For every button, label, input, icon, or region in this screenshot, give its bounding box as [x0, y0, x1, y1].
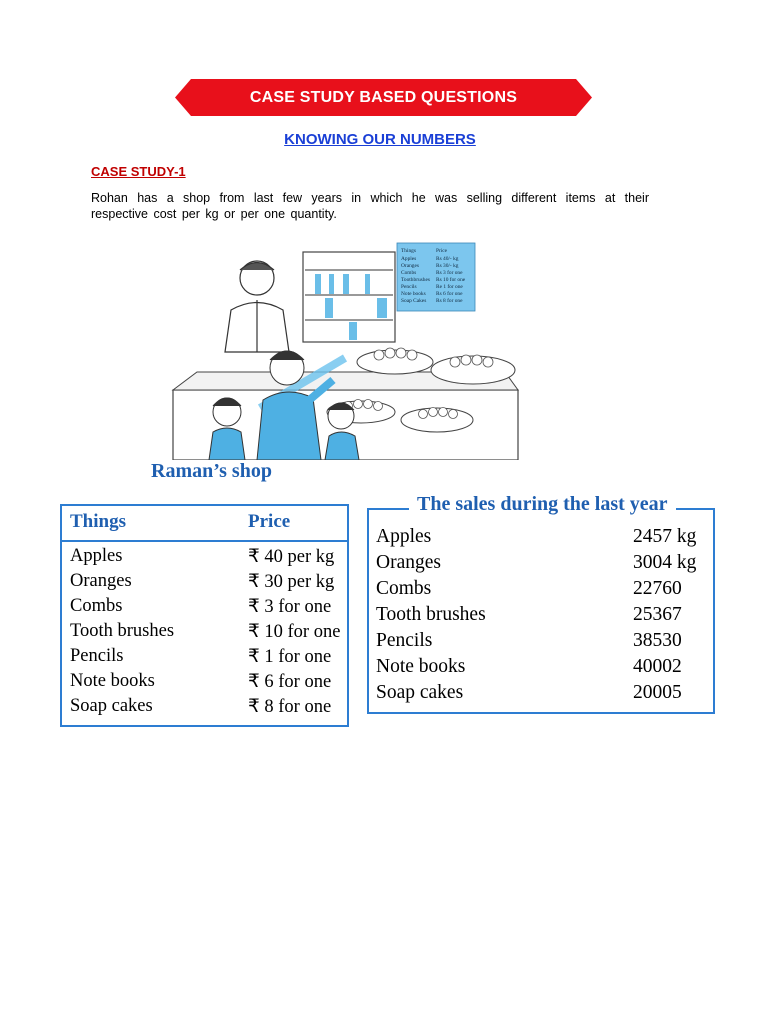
table-row: [62, 571, 347, 596]
illustration-caption: Raman’s shop: [151, 460, 272, 482]
item-sales: 40002: [633, 656, 682, 677]
item-name: Note books: [70, 671, 155, 691]
table-row: [369, 682, 713, 708]
shop-illustration: [165, 240, 525, 460]
column-header-things: Things: [70, 511, 126, 532]
page-subtitle: KNOWING OUR NUMBERS: [284, 131, 476, 148]
board-header-things: Things: [401, 248, 416, 254]
item-name: Pencils: [70, 646, 124, 666]
board-item: Soap Cakes: [401, 298, 427, 304]
item-sales: 2457 kg: [633, 526, 697, 547]
section-banner: [175, 79, 592, 116]
column-header-price: Price: [248, 511, 291, 532]
table-row: [62, 671, 347, 696]
item-name: Tooth brushes: [376, 604, 486, 625]
item-name: Pencils: [376, 630, 433, 651]
item-name: Note books: [376, 656, 466, 677]
item-price: ₹ 8 for one: [248, 697, 332, 717]
table-row: [62, 596, 347, 621]
intro-paragraph: Rohan has a shop from last few years in which he was selling different items at their respective cost per kg or per one quantity.: [91, 191, 649, 221]
table-row: [369, 604, 713, 630]
board-item: Combs: [401, 270, 417, 276]
item-price: ₹ 6 for one: [248, 672, 332, 692]
item-sales: 38530: [633, 630, 682, 651]
item-name: Oranges: [70, 571, 132, 591]
board-item: Pencils: [401, 284, 417, 290]
board-item: Re 1 for one: [436, 284, 463, 290]
table-row: [62, 546, 347, 571]
item-sales: 22760: [633, 578, 682, 599]
price-table: [60, 504, 349, 727]
board-item: Rs 8 for one: [436, 298, 463, 304]
board-item: Rs 40/- kg: [436, 256, 459, 262]
table-row: [369, 526, 713, 552]
board-item: Note books: [401, 291, 426, 297]
table-row: [369, 552, 713, 578]
item-name: Soap cakes: [70, 696, 153, 716]
board-item: Rs 6 for one: [436, 291, 463, 297]
item-price: ₹ 40 per kg: [248, 547, 335, 567]
board-item: Rs 30/- kg: [436, 263, 459, 269]
table-row: [62, 621, 347, 646]
table-row: [369, 578, 713, 604]
board-item: Apples: [401, 256, 417, 262]
item-sales: 3004 kg: [633, 552, 697, 573]
price-table-header: [62, 506, 347, 542]
board-item: Rs 10 for one: [436, 277, 466, 283]
item-name: Combs: [70, 596, 123, 616]
item-name: Apples: [70, 546, 123, 566]
table-row: [62, 646, 347, 671]
table-row: [369, 630, 713, 656]
item-name: Tooth brushes: [70, 621, 175, 641]
item-price: ₹ 30 per kg: [248, 572, 335, 592]
case-study-label: CASE STUDY-1: [91, 164, 186, 179]
item-name: Apples: [376, 526, 432, 547]
item-name: Soap cakes: [376, 682, 464, 703]
item-price: ₹ 1 for one: [248, 647, 332, 667]
board-header-price: Price: [436, 248, 448, 254]
item-sales: 25367: [633, 604, 682, 625]
item-sales: 20005: [633, 682, 682, 703]
table-row: [369, 656, 713, 682]
sales-table-title: The sales during the last year: [409, 493, 676, 516]
item-name: Combs: [376, 578, 432, 599]
board-item: Rs 3 for one: [436, 270, 463, 276]
banner-title: CASE STUDY BASED QUESTIONS: [249, 89, 518, 106]
table-row: [62, 696, 347, 721]
item-price: ₹ 10 for one: [248, 622, 341, 642]
item-price: ₹ 3 for one: [248, 597, 332, 617]
sales-table: [367, 493, 715, 714]
item-name: Oranges: [376, 552, 441, 573]
board-item: Toothbrushes: [401, 277, 430, 283]
board-item: Oranges: [401, 263, 419, 269]
